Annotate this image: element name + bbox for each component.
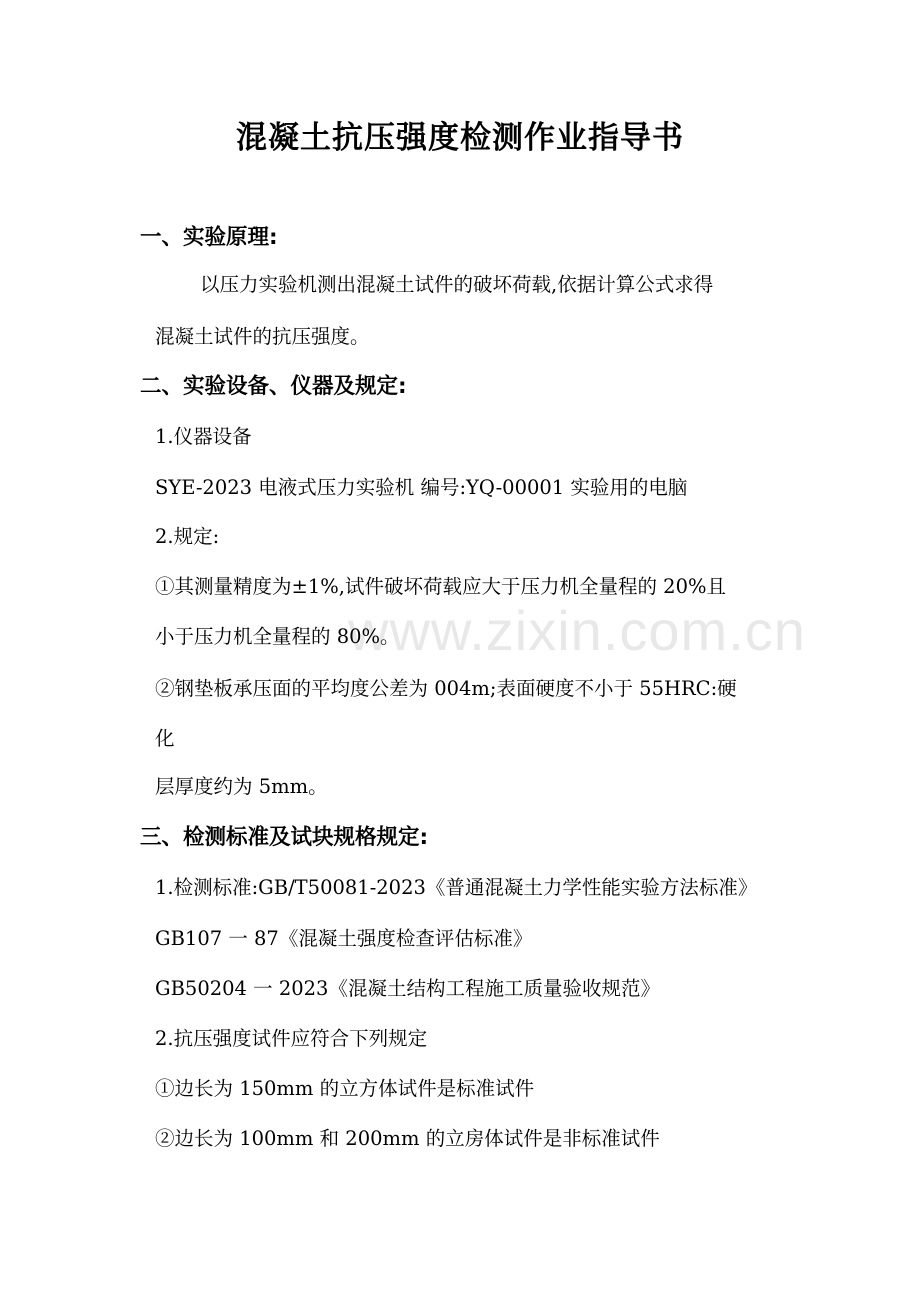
section2-rule2-line1: ②钢垫板承压面的平均度公差为 004m;表面硬度不小于 55HRC:硬 (155, 677, 737, 700)
section2-item2-label: 2.规定: (155, 525, 220, 548)
section2-item1-label: 1.仪器设备 (155, 425, 252, 448)
section2-rule1-line2: 小于压力机全量程的 80%。 (155, 625, 400, 648)
section3-heading: 三、检测标准及试块规格规定: (140, 825, 429, 850)
section2-equipment-line: SYE-2023 电液式压力实验机 编号:YQ-00001 实验用的电脑 (155, 476, 688, 499)
section3-std-line3: GB50204 一 2023《混凝土结构工程施工质量验收规范》 (155, 977, 660, 1000)
section2-rule2-line2: 化 (155, 727, 175, 750)
document-title: 混凝土抗压强度检测作业指导书 (236, 120, 684, 156)
section3-spec2: ②边长为 100mm 和 200mm 的立房体试件是非标准试件 (155, 1127, 660, 1150)
section3-std-line1: 1.检测标准:GB/T50081-2023《普通混凝土力学性能实验方法标准》 (155, 876, 758, 899)
section3-item2-label: 2.抗压强度试件应符合下列规定 (155, 1027, 428, 1050)
section1-paragraph-line2: 混凝土试件的抗压强度。 (155, 325, 370, 348)
section2-rule2-line3: 层厚度约为 5mm。 (155, 775, 328, 798)
section1-heading: 一、实验原理: (140, 225, 278, 250)
section3-std-line2: GB107 一 87《混凝土强度检查评估标准》 (155, 927, 533, 950)
section2-heading: 二、实验设备、仪器及规定: (140, 374, 407, 399)
section1-paragraph-line1: 以压力实验机测出混凝土试件的破坏荷载,依据计算公式求得 (200, 273, 714, 296)
section3-spec1: ①边长为 150mm 的立方体试件是标准试件 (155, 1077, 535, 1100)
section2-rule1-line1: ①其测量精度为±1%,试件破坏荷载应大于压力机全量程的 20%且 (155, 575, 727, 598)
watermark-text: www.zixin.com.cn (348, 599, 806, 662)
